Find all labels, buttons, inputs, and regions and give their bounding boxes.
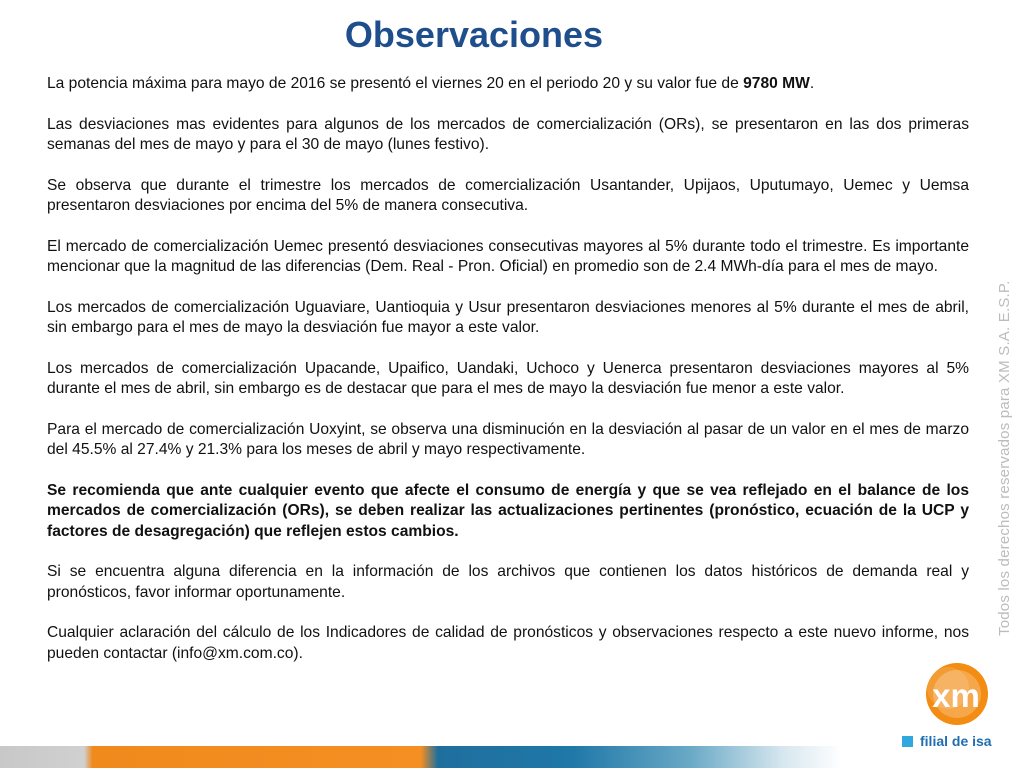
observation-paragraph-7: Para el mercado de comercialización Uoxyint, se observa una disminución en la desviación al pasar de un valor en el mes de marzo del 45.5% al 27.4% y 21.3% para los meses de abril y mayo respectivamente. bbox=[47, 420, 969, 458]
copyright-vertical-note: Todos los derechos reservados para XM S.A. E.S.P. bbox=[996, 280, 1013, 636]
observation-paragraph-1-ending: . bbox=[809, 75, 815, 92]
max-power-value: 9780 MW bbox=[743, 75, 810, 92]
observation-paragraph-4: El mercado de comercialización Uemec presentó desviaciones consecutivas mayores al 5% durante todo el trimestre. Es importante mencionar que la magnitud de las diferencias (Dem. Real - Pron. Oficial) en promedio son de 2.4 MWh-día para el mes de mayo. bbox=[47, 237, 969, 275]
recommendation-paragraph: Se recomienda que ante cualquier evento que afecte el consumo de energía y que se vea reflejado en el balance de los mercados de comercialización (ORs), se deben realizar las actualizaciones pertinentes (pronóstico, ecuación de la UCP y factores de desagregación) que reflejen estos cambios. bbox=[47, 481, 969, 540]
filial-branding bbox=[902, 733, 992, 749]
observation-paragraph-1-text: La potencia máxima para mayo de 2016 se presentó el viernes 20 en el periodo 20 y su valor fue de bbox=[47, 75, 744, 92]
observation-paragraph-9: Si se encuentra alguna diferencia en la información de los archivos que contienen los datos históricos de demanda real y pronósticos, favor informar oportunamente. bbox=[47, 563, 969, 601]
footer-color-bar bbox=[0, 746, 842, 768]
filial-text: filial de isa bbox=[920, 733, 992, 749]
observations-body bbox=[47, 74, 969, 664]
xm-logo-text: xm bbox=[932, 677, 980, 714]
filial-square-icon bbox=[902, 736, 913, 747]
observation-paragraph-1 bbox=[47, 74, 969, 95]
observation-paragraph-6: Los mercados de comercialización Upacande, Upaifico, Uandaki, Uchoco y Uenerca presentaron desviaciones mayores al 5% durante el mes de abril, sin embargo es de destacar que para el mes de mayo la desviación fue menor a este valor. bbox=[47, 359, 969, 397]
contact-paragraph: Cualquier aclaración del cálculo de los Indicadores de calidad de pronósticos y observaciones respecto a este nuevo informe, nos pueden contactar (info@xm.com.co). bbox=[47, 624, 969, 662]
observation-paragraph-5: Los mercados de comercialización Uguaviare, Uantioquia y Usur presentaron desviaciones menores al 5% durante el mes de abril, sin embargo para el mes de mayo la desviación fue mayor a este valor. bbox=[47, 298, 969, 336]
observation-paragraph-2: Las desviaciones mas evidentes para algunos de los mercados de comercialización (ORs), se presentaron en las dos primeras semanas del mes de mayo y para el 30 de mayo (lunes festivo). bbox=[47, 115, 969, 153]
observation-paragraph-3: Se observa que durante el trimestre los mercados de comercialización Usantander, Upijaos, Uputumayo, Uemec y Uemsa presentaron desviaciones por encima del 5% de manera consecutiva. bbox=[47, 176, 969, 214]
slide-title: Observaciones bbox=[344, 14, 604, 55]
